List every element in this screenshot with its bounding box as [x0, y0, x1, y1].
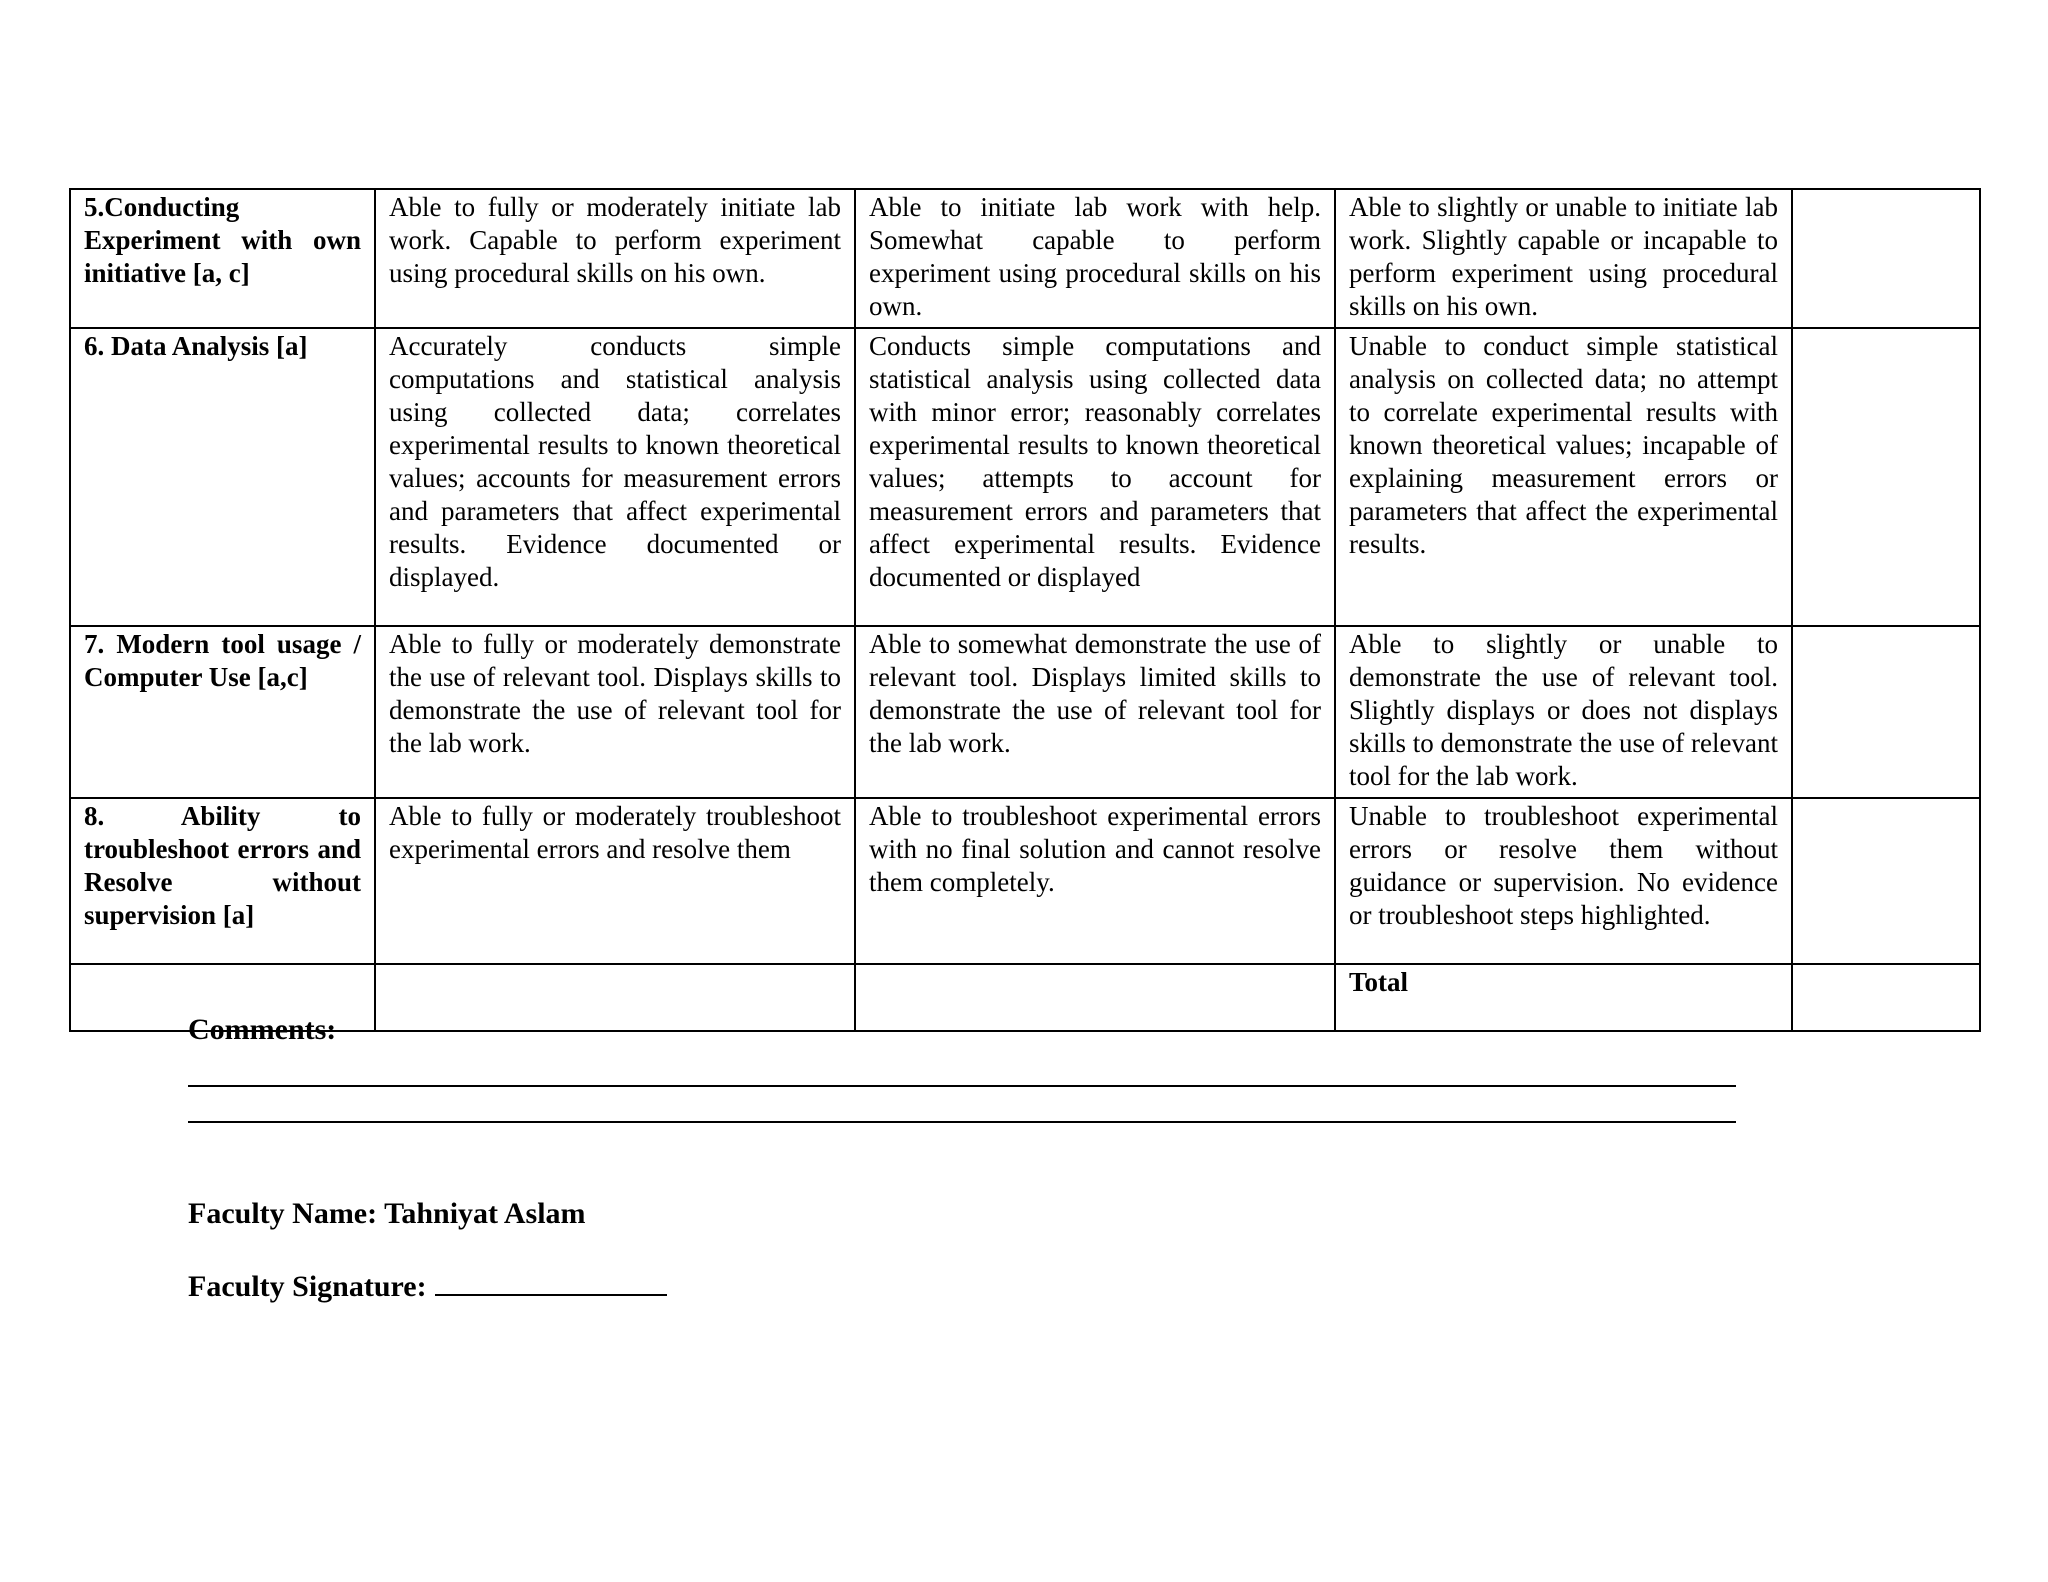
faculty-signature [188, 1268, 667, 1305]
score-cell [1792, 189, 1980, 328]
score-cell [1792, 626, 1980, 798]
total-label: Total [1335, 964, 1792, 1031]
level-3-cell: Able to slightly or unable to initiate lab work. Slightly capable or incapable to perform experiment using procedural skills on his own. [1335, 189, 1792, 328]
criterion-cell: 5.Conducting Experiment with own initiative [a, c] [70, 189, 375, 328]
comments-section [188, 1012, 1736, 1048]
level-1-cell: Accurately conducts simple computations and statistical analysis using collected data; correlates experimental results to known theoretical values; accounts for measurement errors and parameters that affect experimental results. Evidence documented or displayed. [375, 328, 855, 626]
rubric-table [69, 188, 1981, 1032]
table-row [70, 189, 1980, 328]
score-cell [1792, 328, 1980, 626]
level-3-cell: Able to slightly or unable to demonstrate the use of relevant tool. Slightly displays or does not displays skills to demonstrate the use of relevant tool for the lab work. [1335, 626, 1792, 798]
table-row [70, 328, 1980, 626]
faculty-signature-label: Faculty Signature: [188, 1270, 427, 1303]
faculty-name: Faculty Name: Tahniyat Aslam [188, 1197, 586, 1230]
criterion-cell: 8. Ability to troubleshoot errors and Resolve without supervision [a] [70, 798, 375, 964]
comment-line [188, 1085, 1736, 1087]
level-3-cell: Unable to troubleshoot experimental errors or resolve them without guidance or supervision. No evidence or troubleshoot steps highlighted. [1335, 798, 1792, 964]
comment-line [188, 1121, 1736, 1123]
signature-line [435, 1268, 667, 1296]
level-1-cell: Able to fully or moderately demonstrate the use of relevant tool. Displays skills to demonstrate the use of relevant tool for the lab work. [375, 626, 855, 798]
level-2-cell: Able to initiate lab work with help. Somewhat capable to perform experiment using procedural skills on his own. [855, 189, 1335, 328]
criterion-cell: 6. Data Analysis [a] [70, 328, 375, 626]
level-1-cell: Able to fully or moderately troubleshoot experimental errors and resolve them [375, 798, 855, 964]
criterion-cell: 7. Modern tool usage / Computer Use [a,c] [70, 626, 375, 798]
comments-label: Comments: [188, 1013, 337, 1046]
level-2-cell: Able to somewhat demonstrate the use of relevant tool. Displays limited skills to demonstrate the use of relevant tool for the lab work. [855, 626, 1335, 798]
level-2-cell: Conducts simple computations and statistical analysis using collected data with minor error; reasonably correlates experimental results to known theoretical values; attempts to account for measurement errors and parameters that affect experimental results. Evidence documented or displayed [855, 328, 1335, 626]
level-3-cell: Unable to conduct simple statistical analysis on collected data; no attempt to correlate experimental results with known theoretical values; incapable of explaining measurement errors or parameters that affect the experimental results. [1335, 328, 1792, 626]
level-2-cell: Able to troubleshoot experimental errors with no final solution and cannot resolve them completely. [855, 798, 1335, 964]
table-row [70, 626, 1980, 798]
table-row [70, 798, 1980, 964]
level-1-cell: Able to fully or moderately initiate lab work. Capable to perform experiment using procedural skills on his own. [375, 189, 855, 328]
total-score-cell [1792, 964, 1980, 1031]
score-cell [1792, 798, 1980, 964]
